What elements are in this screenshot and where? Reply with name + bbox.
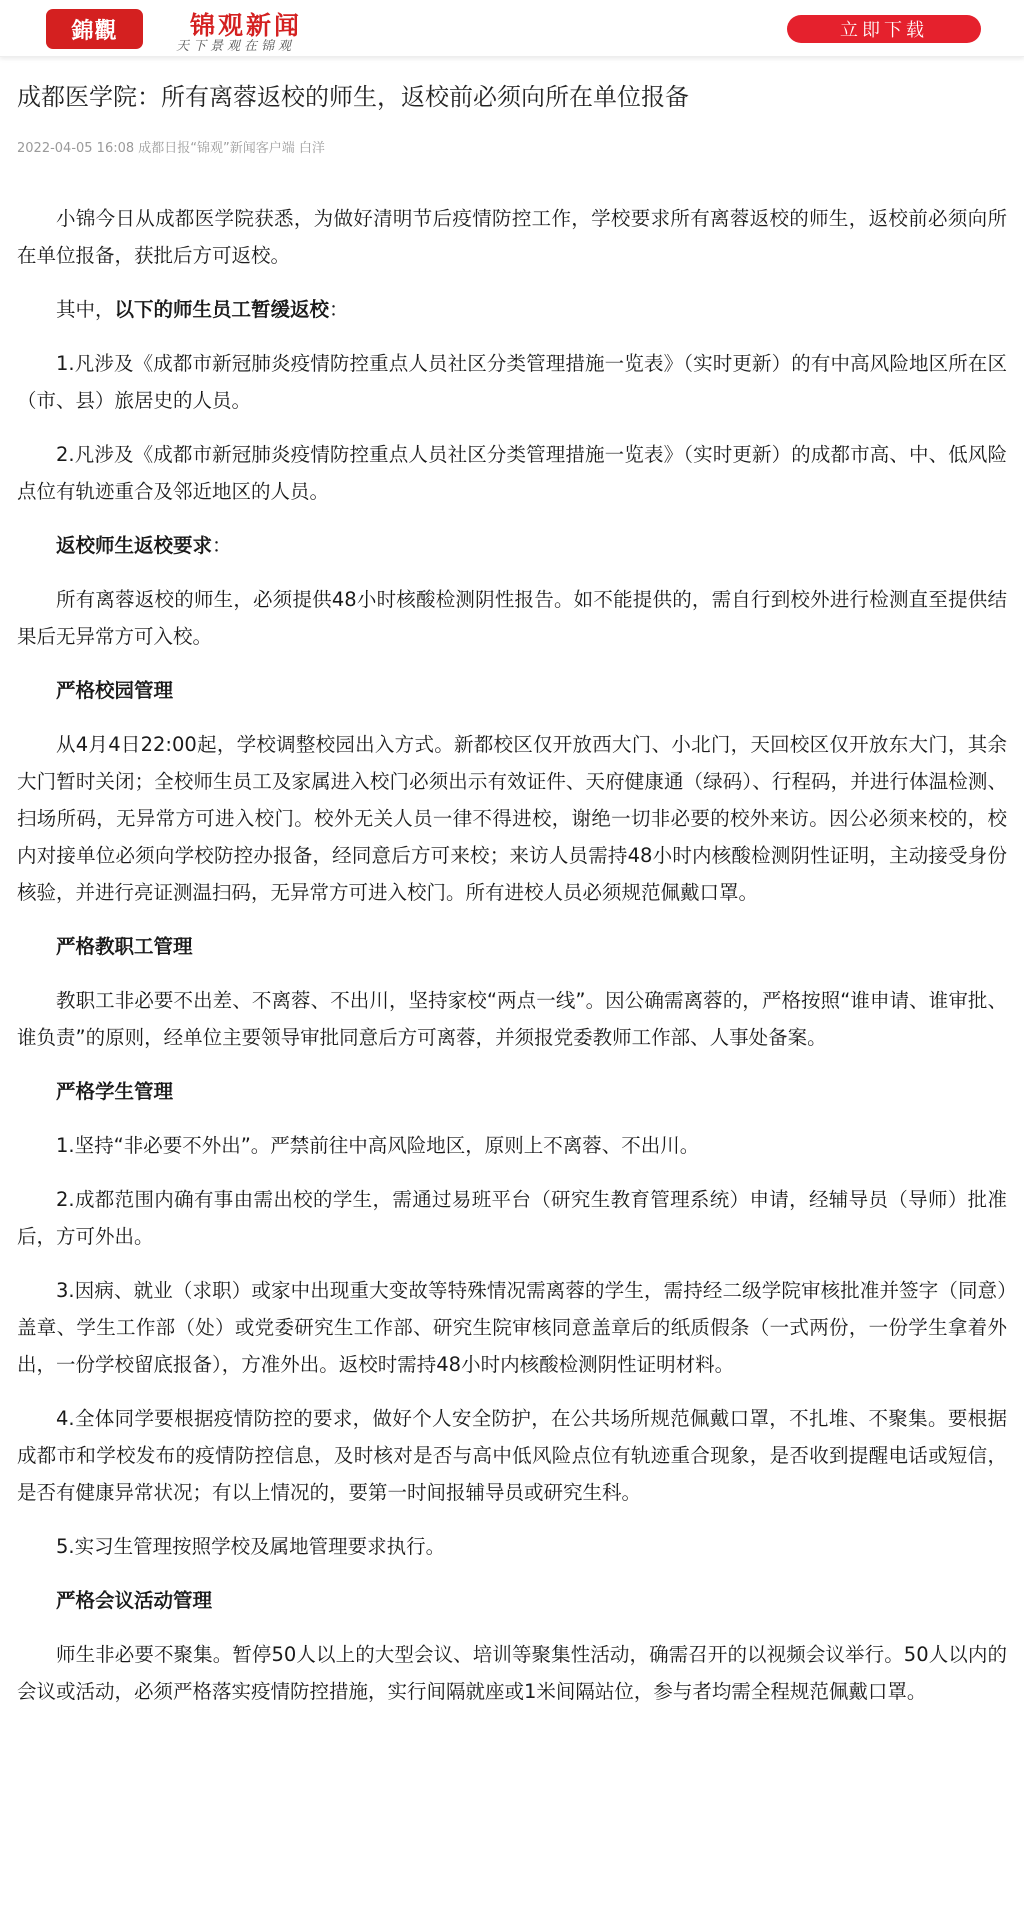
section-heading-campus — [17, 672, 1007, 709]
meeting-heading: 严格会议活动管理 — [56, 1589, 213, 1612]
paragraph-return-requirement: 所有离蓉返校的师生，必须提供48小时核酸检测阴性报告。如不能提供的，需自行到校外进行检测直至提供结果后无异常方可入校。 — [17, 588, 1007, 648]
brand-slogan: 天下景观在锦观 — [176, 39, 296, 54]
return-heading-suffix: ： — [212, 534, 232, 557]
return-heading: 返校师生返校要求 — [56, 534, 213, 557]
article-container — [0, 79, 1024, 1710]
paragraph-student-3: 3.因病、就业（求职）或家中出现重大变故等特殊情况需离蓉的学生，需持经二级学院审核批准并签字（同意）盖章、学生工作部（处）或党委研究生工作部、研究生院审核同意盖章后的纸质假条（一式两份，一份学生拿着外出，一份学校留底报备），方准外出。返校时需持48小时内核酸检测阴性证明材料。 — [17, 1279, 1007, 1376]
section-heading-return — [17, 527, 1007, 564]
campus-heading: 严格校园管理 — [56, 679, 174, 702]
app-header — [0, 0, 1024, 57]
article-title: 成都医学院：所有离蓉返校的师生，返校前必须向所在单位报备 — [17, 83, 689, 111]
download-app-button[interactable]: 立即下载 — [787, 15, 981, 43]
paragraph-meeting: 师生非必要不聚集。暂停50人以上的大型会议、培训等聚集性活动，确需召开的以视频会议举行。50人以内的会议或活动，必须严格落实疫情防控措施，实行间隔就座或1米间隔站位，参与者均需全程规范佩戴口罩。 — [17, 1643, 1007, 1703]
article-body — [17, 200, 1007, 1710]
students-heading: 严格学生管理 — [56, 1080, 174, 1103]
paragraph-staff: 教职工非必要不出差、不离蓉、不出川，坚持家校“两点一线”。因公确需离蓉的，严格按照“谁申请、谁审批、谁负责”的原则，经单位主要领导审批同意后方可离蓉，并须报党委教师工作部、人事处备案。 — [17, 989, 1007, 1049]
paragraph-suspended-1: 1.凡涉及《成都市新冠肺炎疫情防控重点人员社区分类管理措施一览表》（实时更新）的有中高风险地区所在区（市、县）旅居史的人员。 — [17, 352, 1007, 412]
section-heading-students — [17, 1073, 1007, 1110]
paragraph-campus: 从4月4日22:00起，学校调整校园出入方式。新都校区仅开放西大门、小北门，天回校区仅开放东大门，其余大门暂时关闭；全校师生员工及家属进入校门必须出示有效证件、天府健康通（绿码）、行程码，并进行体温检测、扫场所码，无异常方可进入校门。校外无关人员一律不得进校，谢绝一切非必要的校外来访。因公必须来校的，校内对接单位必须向学校防控办报备，经同意后方可来校；来访人员需持48小时内核酸检测阴性证明，主动接受身份核验，并进行亮证测温扫码，无异常方可进入校门。所有进校人员必须规范佩戴口罩。 — [17, 733, 1007, 904]
section-heading-staff — [17, 928, 1007, 965]
brand-logo[interactable]: 錦觀 — [46, 9, 143, 49]
suspended-prefix: 其中， — [56, 298, 115, 321]
staff-heading: 严格教职工管理 — [56, 935, 193, 958]
paragraph-student-2: 2.成都范围内确有事由需出校的学生，需通过易班平台（研究生教育管理系统）申请，经辅导员（导师）批准后，方可外出。 — [17, 1188, 1007, 1248]
suspended-heading: 以下的师生员工暂缓返校 — [114, 298, 330, 321]
paragraph-intro: 小锦今日从成都医学院获悉，为做好清明节后疫情防控工作，学校要求所有离蓉返校的师生，返校前必须向所在单位报备，获批后方可返校。 — [17, 207, 1007, 267]
paragraph-student-5: 5.实习生管理按照学校及属地管理要求执行。 — [56, 1535, 446, 1558]
paragraph-suspended-intro — [17, 291, 1007, 328]
article-meta: 2022-04-05 16:08 成都日报“锦观”新闻客户端 白洋 — [17, 141, 325, 156]
brand-name: 锦观新闻 — [190, 11, 303, 40]
section-heading-meeting — [17, 1582, 1007, 1619]
paragraph-student-4: 4.全体同学要根据疫情防控的要求，做好个人安全防护，在公共场所规范佩戴口罩，不扎堆、不聚集。要根据成都市和学校发布的疫情防控信息，及时核对是否与高中低风险点位有轨迹重合现象，是否收到提醒电话或短信，是否有健康异常状况；有以上情况的，要第一时间报辅导员或研究生科。 — [17, 1407, 1007, 1504]
paragraph-student-1: 1.坚持“非必要不外出”。严禁前往中高风险地区，原则上不离蓉、不出川。 — [56, 1134, 700, 1157]
paragraph-suspended-2: 2.凡涉及《成都市新冠肺炎疫情防控重点人员社区分类管理措施一览表》（实时更新）的成都市高、中、低风险点位有轨迹重合及邻近地区的人员。 — [17, 443, 1007, 503]
suspended-suffix: ： — [329, 298, 349, 321]
